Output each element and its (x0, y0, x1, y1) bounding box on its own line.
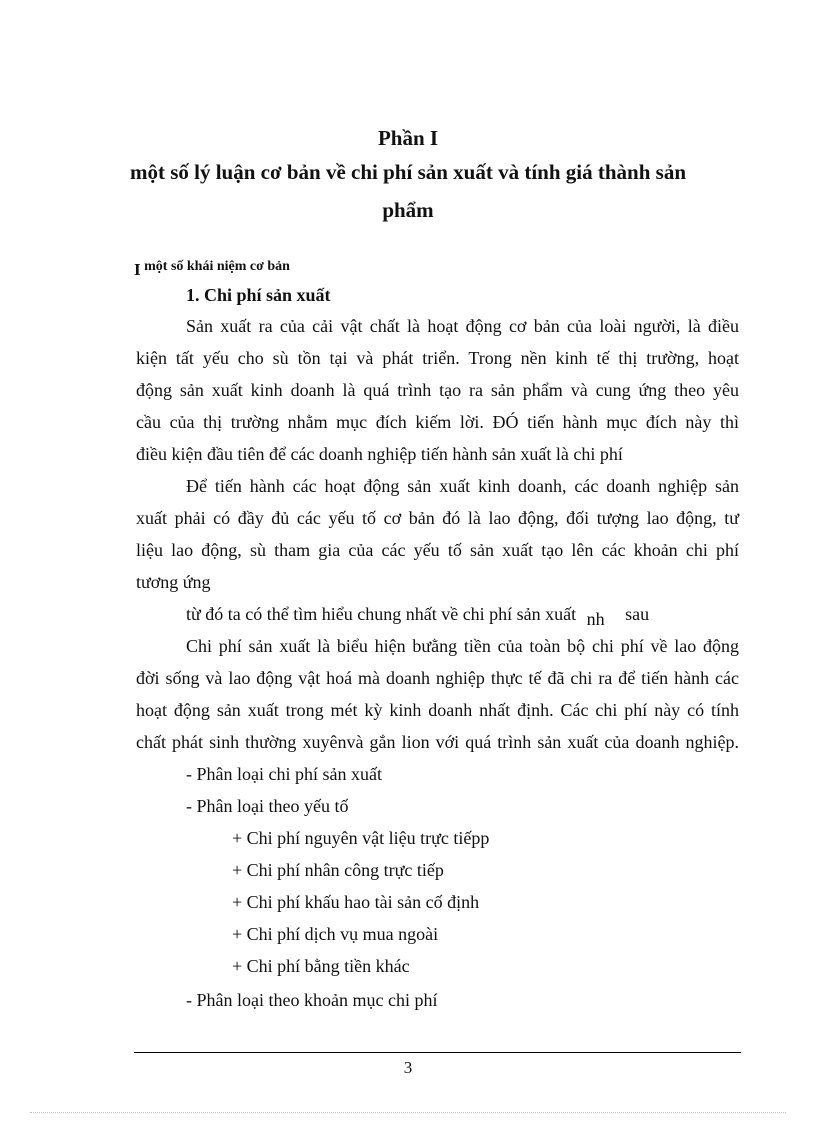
list-item: - Phân loại theo yếu tố (186, 796, 349, 816)
section-title: một số khái niệm cơ bản (144, 259, 290, 274)
page-boundary-line (30, 1112, 786, 1113)
list-item: - Phân loại theo khoản mục chi phí (186, 990, 438, 1010)
paragraph-1-line-3: động sản xuất kinh doanh là quá trình tạo ra sản phẩm và cung ứng theo yêu (136, 380, 739, 400)
paragraph-3-fragment: nh (586, 609, 605, 629)
paragraph-1-line-4: cầu của thị trường nhằm mục đích kiếm lời. ĐÓ tiến hành mục đích này thì (136, 412, 739, 432)
chapter-title-line-1: một số lý luận cơ bản về chi phí sản xuất và tính giá thành sản (129, 160, 687, 184)
page-number: 3 (403, 1058, 413, 1077)
section-number: I (134, 260, 141, 279)
paragraph-2-line-1: Để tiến hành các hoạt động sản xuất kinh doanh, các doanh nghiệp sản (186, 476, 739, 496)
list-subitem: + Chi phí khấu hao tài sản cố định (232, 892, 480, 912)
paragraph-3 (186, 604, 650, 629)
list-item: - Phân loại chi phí sản xuất (186, 764, 382, 784)
list-subitem: + Chi phí nguyên vật liệu trực tiếpp (232, 828, 490, 848)
chapter-title-line-2: phẩm (382, 198, 434, 222)
paragraph-3-text: từ đó ta có thể tìm hiểu chung nhất về chi phí sản xuất (186, 604, 577, 624)
list-subitem: + Chi phí dịch vụ mua ngoài (232, 924, 439, 944)
list-subitem: + Chi phí nhân công trực tiếp (232, 860, 444, 880)
paragraph-4-line-4: chất phát sinh thường xuyênvà gắn lion với quá trình sản xuất của doanh nghiệp. (136, 732, 739, 752)
paragraph-3-tail: sau (625, 604, 650, 624)
paragraph-1-line-1: Sản xuất ra của cải vật chất là hoạt động cơ bản của loài người, là điều (186, 316, 739, 336)
paragraph-1-line-2: kiện tất yếu cho sù tồn tại và phát triển. Trong nền kinh tế thị trường, hoạt (136, 348, 739, 368)
paragraph-2-line-3: liệu lao động, sù tham gia của các yếu tố sản xuất tạo lên các khoản chi phí (136, 540, 739, 560)
paragraph-4-line-3: hoạt động sản xuất trong mét kỳ kinh doanh nhất định. Các chi phí này có tính (136, 700, 739, 720)
footer-divider (134, 1052, 741, 1053)
paragraph-2-line-4: tương ứng (136, 572, 211, 592)
part-heading: Phần I (377, 126, 439, 150)
paragraph-1-line-5: điều kiện đầu tiên để các doanh nghiệp tiến hành sản xuất là chi phí (136, 444, 623, 464)
section-heading (134, 255, 290, 279)
subsection-heading: 1. Chi phí sản xuất (186, 285, 331, 305)
list-subitem: + Chi phí bằng tiền khác (232, 956, 410, 976)
paragraph-4-line-2: đời sống và lao động vật hoá mà doanh nghiệp thực tế đã chi ra để tiến hành các (136, 668, 739, 688)
paragraph-4-line-1: Chi phí sản xuất là biểu hiện bưằng tiền của toàn bộ chi phí về lao động (186, 636, 739, 656)
paragraph-2-line-2: xuất phải có đầy đủ các yếu tố cơ bản đó là lao động, đối tượng lao động, tư (136, 508, 739, 528)
